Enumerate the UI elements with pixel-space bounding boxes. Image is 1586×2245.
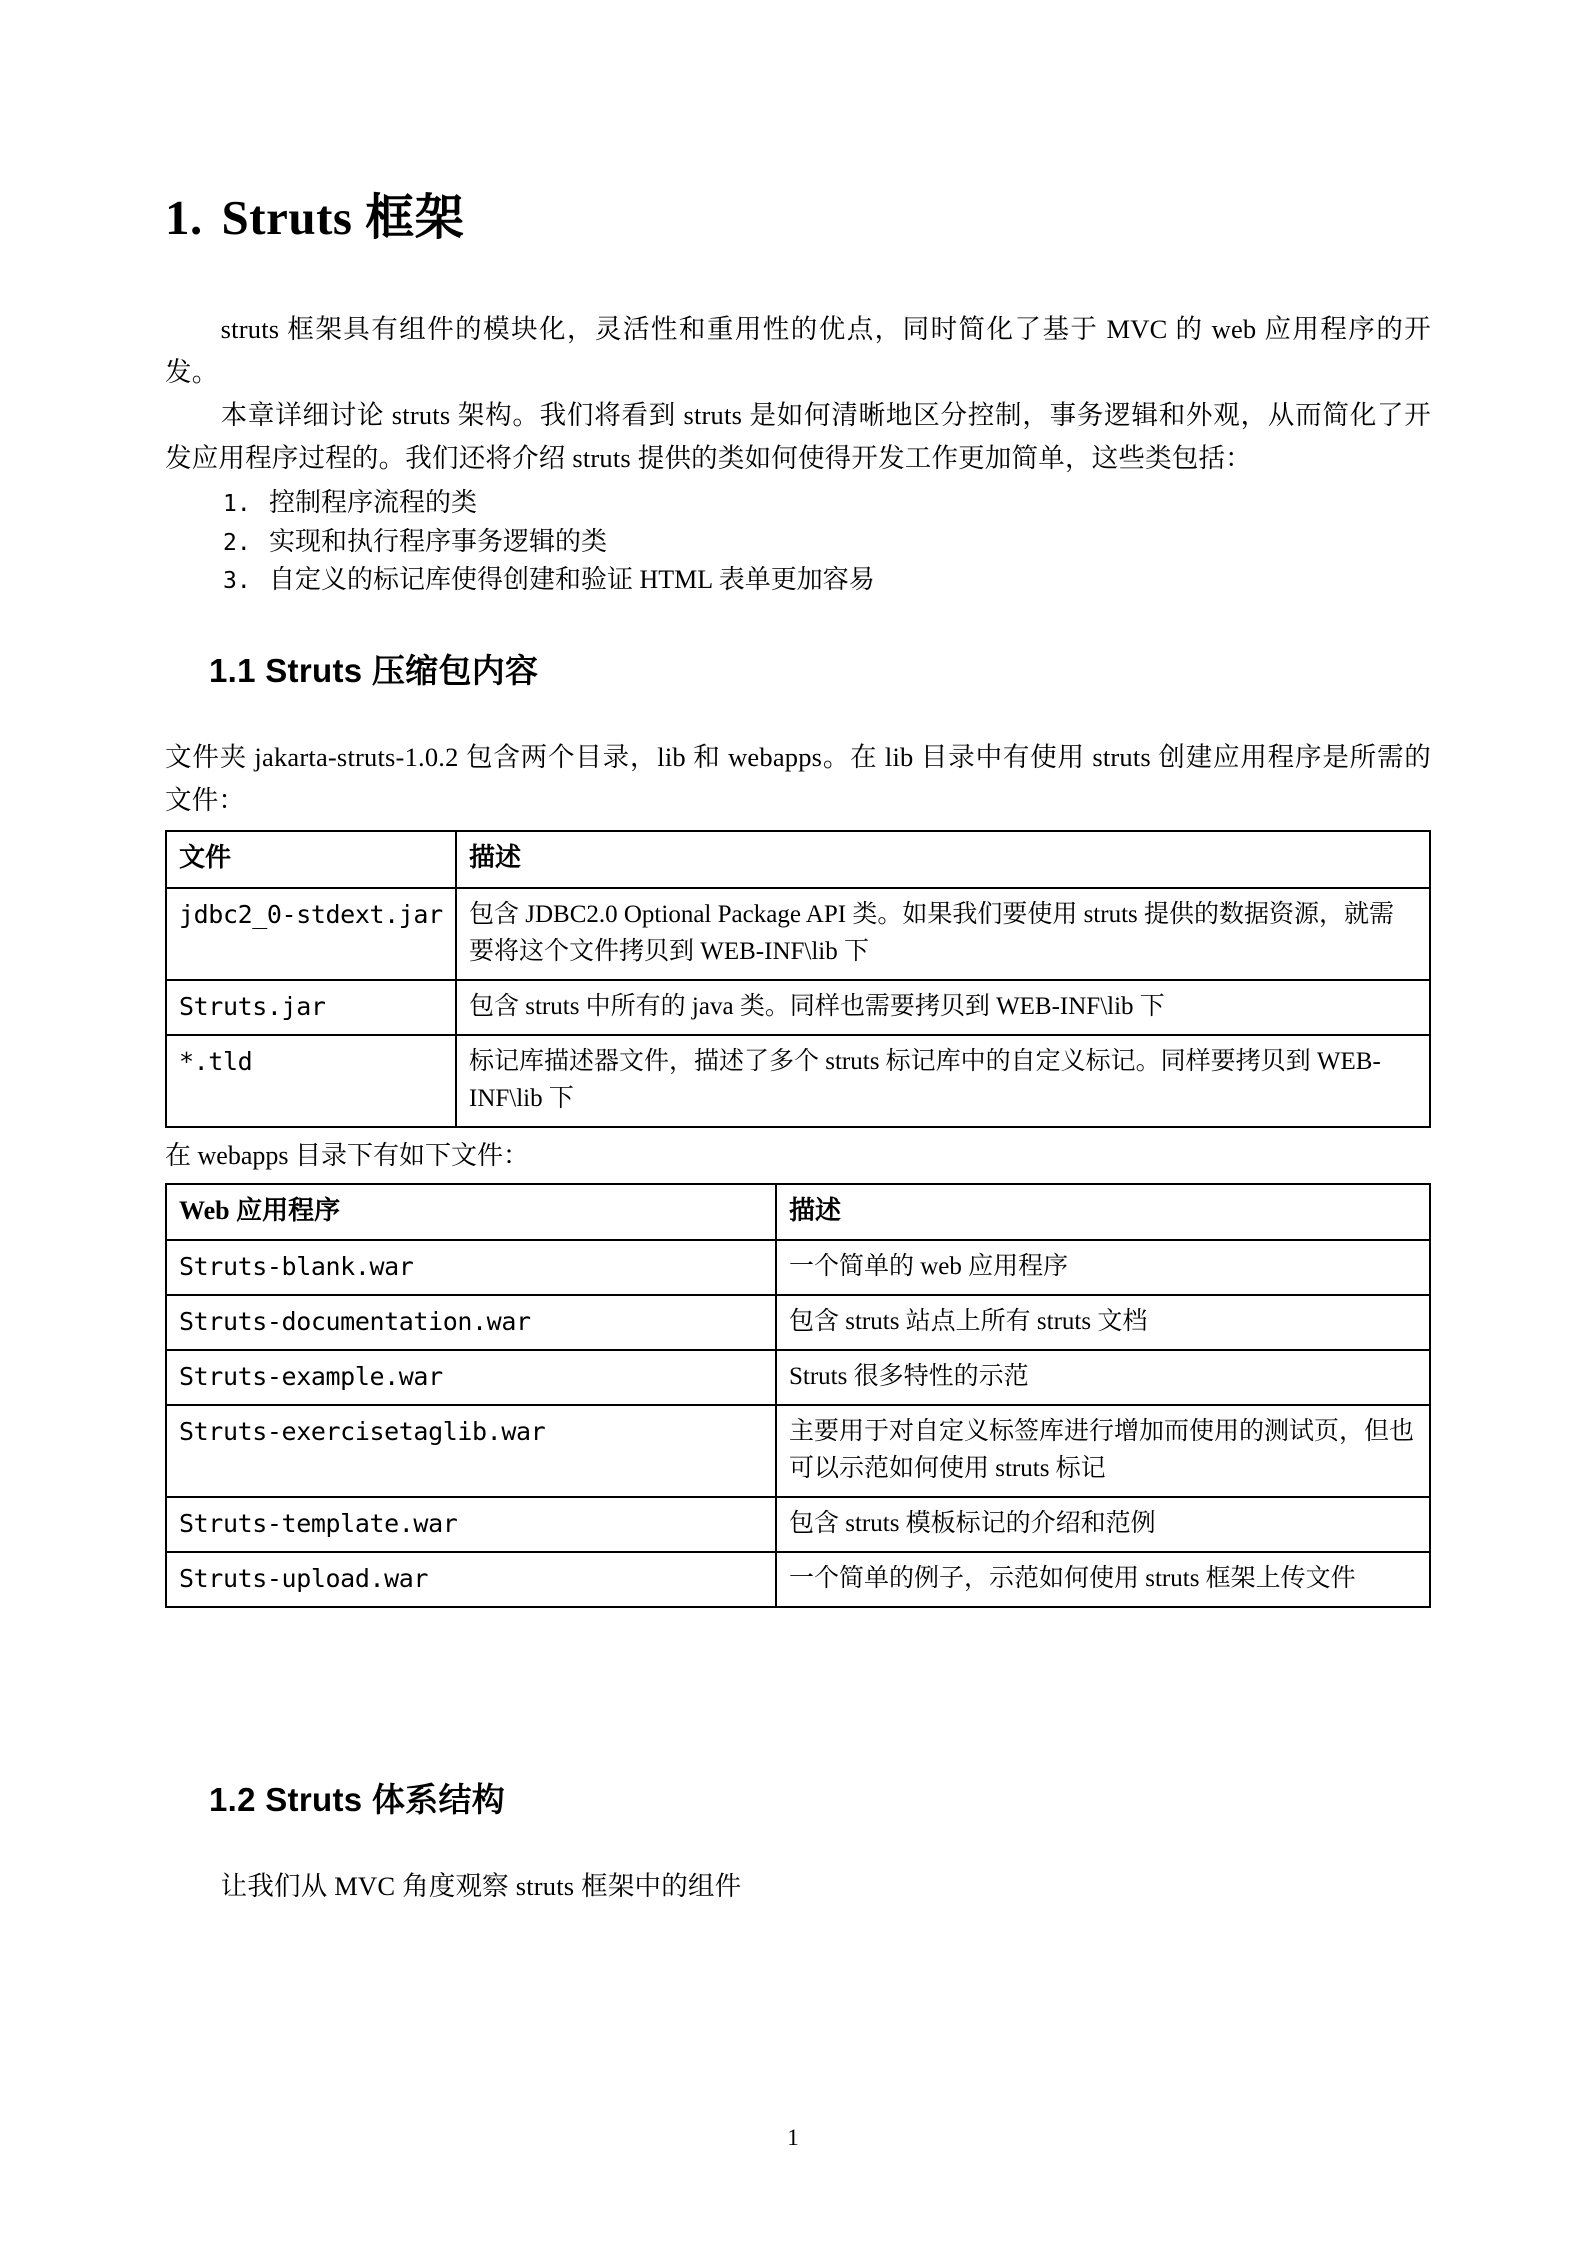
files-table <box>165 830 1431 1127</box>
table-cell-file: *.tld <box>166 1035 456 1127</box>
list-item-label: 控制程序流程的类 <box>269 488 478 518</box>
table-header-app: Web 应用程序 <box>166 1184 776 1240</box>
table-cell-app: Struts-documentation.war <box>166 1295 776 1350</box>
page-number: 1 <box>787 2125 799 2150</box>
table-cell-app: Struts-example.war <box>166 1350 776 1405</box>
list-item <box>223 523 1431 561</box>
intro-paragraph-1: struts 框架具有组件的模块化，灵活性和重用性的优点，同时简化了基于 MVC 的 web 应用程序的开发。 <box>165 314 1431 388</box>
table-cell-desc: 包含 struts 站点上所有 struts 文档 <box>776 1295 1430 1350</box>
section-spacer <box>165 1608 1431 1728</box>
table-cell-desc: 包含 JDBC2.0 Optional Package API 类。如果我们要使用 struts 提供的数据资源，就需要将这个文件拷贝到 WEB-INF\lib 下 <box>456 888 1430 980</box>
table-header-desc: 描述 <box>776 1184 1430 1240</box>
table-row <box>166 1552 1430 1607</box>
list-item-number: 2. <box>223 529 251 556</box>
table-cell-desc: 标记库描述器文件，描述了多个 struts 标记库中的自定义标记。同样要拷贝到 WEB-INF\lib 下 <box>456 1035 1430 1127</box>
intro-paragraph-2: 本章详细讨论 struts 架构。我们将看到 struts 是如何清晰地区分控制，事务逻辑和外观，从而简化了开发应用程序过程的。我们还将介绍 struts 提供的类如何使得开发工作更加简单，这些类包括： <box>165 400 1431 474</box>
list-item <box>223 484 1431 522</box>
table-header-row <box>166 1184 1430 1240</box>
table-cell-desc: 包含 struts 中所有的 java 类。同样也需要拷贝到 WEB-INF\lib 下 <box>456 980 1430 1035</box>
table-row <box>166 1497 1430 1552</box>
table-cell-desc: 一个简单的例子，示范如何使用 struts 框架上传文件 <box>776 1552 1430 1607</box>
webapps-table <box>165 1183 1431 1608</box>
table-cell-file: Struts.jar <box>166 980 456 1035</box>
list-item <box>223 561 1431 599</box>
page-title-number: 1. <box>165 190 203 245</box>
table-row <box>166 1295 1430 1350</box>
table-row <box>166 1405 1430 1497</box>
table-cell-app: Struts-blank.war <box>166 1240 776 1295</box>
table-header-desc: 描述 <box>456 831 1430 887</box>
page-title <box>165 190 1431 246</box>
table-cell-app: Struts-template.war <box>166 1497 776 1552</box>
table-row <box>166 1240 1430 1295</box>
table-header-row <box>166 831 1430 887</box>
table-row <box>166 980 1430 1035</box>
table-row <box>166 1350 1430 1405</box>
table-header-file: 文件 <box>166 831 456 887</box>
webapps-note: 在 webapps 目录下有如下文件： <box>165 1140 529 1170</box>
table-cell-desc: 包含 struts 模板标记的介绍和范例 <box>776 1497 1430 1552</box>
section-1-2-paragraph: 让我们从 MVC 角度观察 struts 框架中的组件 <box>220 1871 742 1902</box>
table-cell-desc: Struts 很多特性的示范 <box>776 1350 1430 1405</box>
table-cell-app: Struts-exercisetaglib.war <box>166 1405 776 1497</box>
list-item-number: 3. <box>223 567 251 594</box>
section-heading-1-2: 1.2 Struts 体系结构 <box>209 1781 506 1819</box>
list-item-number: 1. <box>223 491 251 518</box>
table-cell-file: jdbc2_0-stdext.jar <box>166 888 456 980</box>
list-item-label: 自定义的标记库使得创建和验证 HTML 表单更加容易 <box>269 564 875 594</box>
list-item-label: 实现和执行程序事务逻辑的类 <box>269 526 608 556</box>
table-cell-desc: 一个简单的 web 应用程序 <box>776 1240 1430 1295</box>
table-cell-app: Struts-upload.war <box>166 1552 776 1607</box>
page-title-text: Struts 框架 <box>221 190 465 245</box>
intro-class-list <box>165 484 1431 599</box>
section-heading-1-1: 1.1 Struts 压缩包内容 <box>209 652 539 690</box>
section-1-1-paragraph: 文件夹 jakarta-struts-1.0.2 包含两个目录，lib 和 webapps。在 lib 目录中有使用 struts 创建应用程序是所需的文件： <box>165 742 1431 816</box>
table-row <box>166 888 1430 980</box>
table-row <box>166 1035 1430 1127</box>
table-cell-desc: 主要用于对自定义标签库进行增加而使用的测试页，但也可以示范如何使用 struts 标记 <box>776 1405 1430 1497</box>
